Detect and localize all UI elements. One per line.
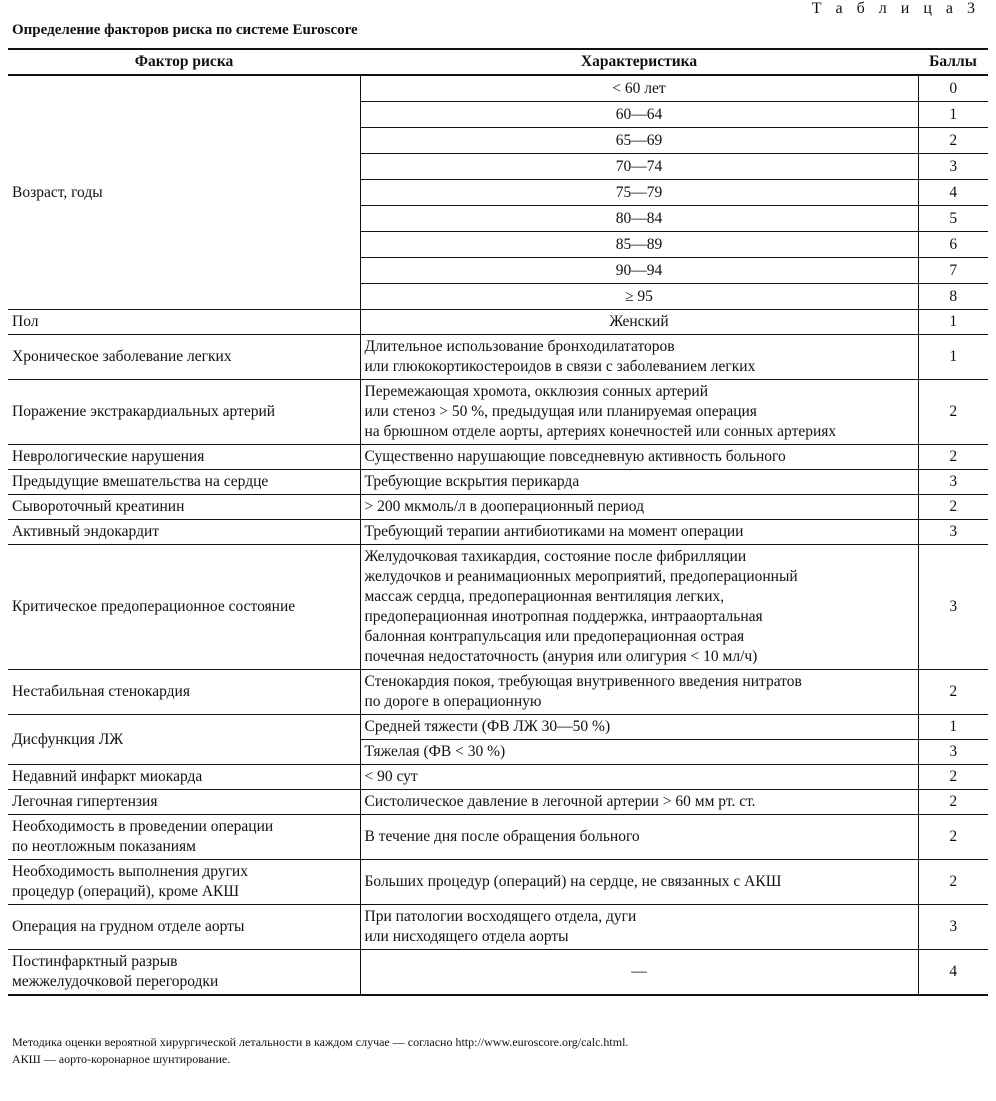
factor-cell: Легочная гипертензия	[8, 790, 360, 815]
note-abbreviation: АКШ — аорто-коронарное шунтирование.	[12, 1052, 231, 1066]
table-row	[8, 380, 988, 445]
table-header-row	[8, 49, 988, 75]
characteristic-cell: 75—79	[360, 180, 918, 206]
points-cell: 1	[918, 310, 988, 335]
characteristic-cell: Женский	[360, 310, 918, 335]
characteristic-cell: Требующий терапии антибиотиками на момент операции	[360, 520, 918, 545]
characteristic-cell: 70—74	[360, 154, 918, 180]
factor-cell: Сывороточный креатинин	[8, 495, 360, 520]
points-cell: 3	[918, 520, 988, 545]
characteristic-cell: —	[360, 950, 918, 996]
table-row	[8, 715, 988, 740]
factor-cell: Хроническое заболевание легких	[8, 335, 360, 380]
table-row	[8, 335, 988, 380]
characteristic-cell: < 60 лет	[360, 75, 918, 102]
points-cell: 1	[918, 335, 988, 380]
header-factor: Фактор риска	[8, 49, 360, 75]
points-cell: 4	[918, 950, 988, 996]
header-characteristic: Характеристика	[360, 49, 918, 75]
points-cell: 7	[918, 258, 988, 284]
points-cell: 0	[918, 75, 988, 102]
characteristic-cell: 65—69	[360, 128, 918, 154]
table-row	[8, 495, 988, 520]
note-method: Методика оценки вероятной хирургической летальности в каждом случае — согласно http://www.euroscore.org/calc.html.	[12, 1035, 629, 1049]
factor-cell: Недавний инфаркт миокарда	[8, 765, 360, 790]
table-caption: Определение факторов риска по системе Euroscore	[12, 22, 358, 38]
factor-cell: Предыдущие вмешательства на сердце	[8, 470, 360, 495]
factor-cell: Критическое предоперационное состояние	[8, 545, 360, 670]
points-cell: 6	[918, 232, 988, 258]
factor-cell: Активный эндокардит	[8, 520, 360, 545]
characteristic-cell: 90—94	[360, 258, 918, 284]
points-cell: 2	[918, 445, 988, 470]
factor-cell: Поражение экстракардиальных артерий	[8, 380, 360, 445]
characteristic-cell: Стенокардия покоя, требующая внутривенного введения нитратов по дороге в операционную	[360, 670, 918, 715]
table-row	[8, 310, 988, 335]
table-row	[8, 75, 988, 102]
characteristic-cell: Существенно нарушающие повседневную активность больного	[360, 445, 918, 470]
factor-cell: Пол	[8, 310, 360, 335]
characteristic-cell: ≥ 95	[360, 284, 918, 310]
characteristic-cell: 80—84	[360, 206, 918, 232]
points-cell: 1	[918, 102, 988, 128]
points-cell: 2	[918, 815, 988, 860]
factor-cell: Необходимость в проведении операции по неотложным показаниям	[8, 815, 360, 860]
characteristic-cell: Требующие вскрытия перикарда	[360, 470, 918, 495]
factor-cell: Постинфарктный разрыв межжелудочковой перегородки	[8, 950, 360, 996]
table-row	[8, 545, 988, 670]
points-cell: 3	[918, 905, 988, 950]
factor-cell: Нестабильная стенокардия	[8, 670, 360, 715]
points-cell: 4	[918, 180, 988, 206]
factor-cell: Неврологические нарушения	[8, 445, 360, 470]
points-cell: 2	[918, 128, 988, 154]
points-cell: 3	[918, 740, 988, 765]
points-cell: 3	[918, 470, 988, 495]
table-row	[8, 765, 988, 790]
factor-cell: Необходимость выполнения других процедур (операций), кроме АКШ	[8, 860, 360, 905]
characteristic-cell: Длительное использование бронходилататоров или глюкокортикостероидов в связи с заболеванием легких	[360, 335, 918, 380]
factor-cell: Возраст, годы	[8, 75, 360, 310]
factor-cell: Дисфункция ЛЖ	[8, 715, 360, 765]
table-body	[8, 75, 988, 995]
characteristic-cell: Желудочковая тахикардия, состояние после фибрилляции желудочков и реанимационных мероприятий, предоперационный массаж сердца, предоперационная вентиляция легких, предоперационная инотропная поддержка, интрааортальная балонная контрапульсация или предоперационная острая почечная недостаточность (анурия или олигурия < 10 мл/ч)	[360, 545, 918, 670]
points-cell: 2	[918, 495, 988, 520]
characteristic-cell: В течение дня после обращения больного	[360, 815, 918, 860]
points-cell: 5	[918, 206, 988, 232]
characteristic-cell: Систолическое давление в легочной артерии > 60 мм рт. ст.	[360, 790, 918, 815]
points-cell: 2	[918, 860, 988, 905]
points-cell: 2	[918, 380, 988, 445]
factor-cell: Операция на грудном отделе аорты	[8, 905, 360, 950]
table-row	[8, 950, 988, 996]
points-cell: 2	[918, 790, 988, 815]
table-row	[8, 520, 988, 545]
table-row	[8, 790, 988, 815]
table-row	[8, 470, 988, 495]
characteristic-cell: При патологии восходящего отдела, дуги или нисходящего отдела аорты	[360, 905, 918, 950]
table-row	[8, 815, 988, 860]
characteristic-cell: Больших процедур (операций) на сердце, не связанных с АКШ	[360, 860, 918, 905]
table-notes	[12, 1034, 628, 1068]
table-row	[8, 670, 988, 715]
characteristic-cell: > 200 мкмоль/л в дооперационный период	[360, 495, 918, 520]
points-cell: 2	[918, 765, 988, 790]
points-cell: 2	[918, 670, 988, 715]
characteristic-cell: < 90 сут	[360, 765, 918, 790]
table-row	[8, 860, 988, 905]
header-points: Баллы	[918, 49, 988, 75]
table-row	[8, 905, 988, 950]
points-cell: 1	[918, 715, 988, 740]
points-cell: 3	[918, 545, 988, 670]
characteristic-cell: Перемежающая хромота, окклюзия сонных артерий или стеноз > 50 %, предыдущая или планируемая операция на брюшном отделе аорты, артериях конечностей или сонных артериях	[360, 380, 918, 445]
points-cell: 8	[918, 284, 988, 310]
characteristic-cell: 85—89	[360, 232, 918, 258]
characteristic-cell: 60—64	[360, 102, 918, 128]
table-row	[8, 445, 988, 470]
characteristic-cell: Тяжелая (ФВ < 30 %)	[360, 740, 918, 765]
table-number: Т а б л и ц а 3	[811, 0, 980, 17]
euroscore-risk-table	[8, 48, 988, 996]
points-cell: 3	[918, 154, 988, 180]
characteristic-cell: Средней тяжести (ФВ ЛЖ 30—50 %)	[360, 715, 918, 740]
